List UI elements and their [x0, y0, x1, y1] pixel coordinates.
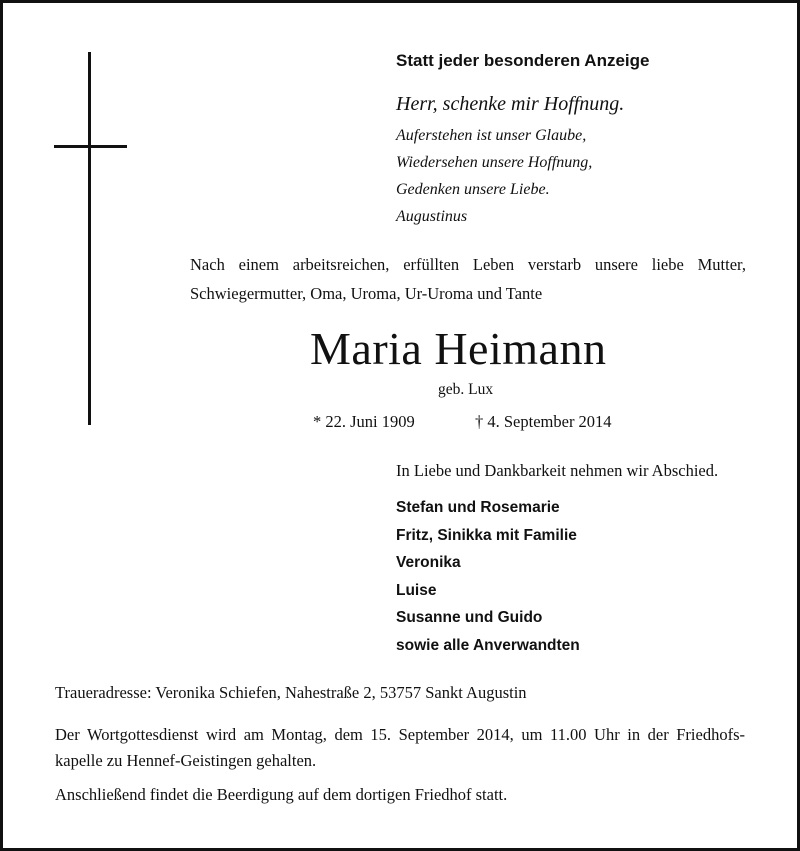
death-date: † 4. September 2014 [475, 412, 612, 431]
intro-line: Nach einem arbeitsreichen, erfüllten Leben verstarb unsere liebe Mutter, [190, 255, 746, 274]
intro-text [190, 250, 746, 308]
mourner-entry: sowie alle Anverwandten [396, 636, 580, 654]
verse-line: Gedenken unsere Liebe. [396, 181, 550, 198]
verse-author: Augustinus [396, 208, 468, 225]
birth-date: * 22. Juni 1909 [313, 412, 415, 431]
deceased-name: Maria Heimann [310, 323, 607, 374]
service-text [55, 722, 745, 774]
cross-horizontal-bar [54, 145, 127, 148]
verse-title: Herr, schenke mir Hoffnung. [396, 93, 625, 115]
service-line: Der Wortgottesdienst wird am Montag, dem 15. September 2014, um 11.00 Uhr in der Friedhofs- [55, 725, 745, 744]
mourner-entry: Veronika [396, 554, 461, 571]
service-line: kapelle zu Hennef-Geistingen gehalten. [55, 751, 317, 770]
mourners-list [396, 494, 580, 659]
cross-vertical-bar [88, 52, 91, 425]
mourner-entry: Susanne und Guido [396, 609, 543, 626]
verse-line: Auferstehen ist unser Glaube, [396, 127, 587, 144]
burial-text: Anschließend findet die Beerdigung auf dem dortigen Friedhof statt. [55, 785, 508, 804]
intro-line: Schwiegermutter, Oma, Uroma, Ur-Uroma und Tante [190, 284, 543, 303]
verse-line: Wiedersehen unsere Hoffnung, [396, 154, 593, 171]
mourner-entry: Stefan und Rosemarie [396, 499, 560, 516]
verse-block [396, 122, 592, 230]
mourner-entry: Fritz, Sinikka mit Familie [396, 526, 577, 544]
farewell-text: In Liebe und Dankbarkeit nehmen wir Abschied. [396, 461, 719, 480]
mourner-entry: Luise [396, 581, 437, 599]
birth-name: geb. Lux [438, 381, 494, 398]
mourning-address: Traueradresse: Veronika Schiefen, Nahestraße 2, 53757 Sankt Augustin [55, 683, 527, 702]
notice-header: Statt jeder besonderen Anzeige [396, 51, 650, 70]
